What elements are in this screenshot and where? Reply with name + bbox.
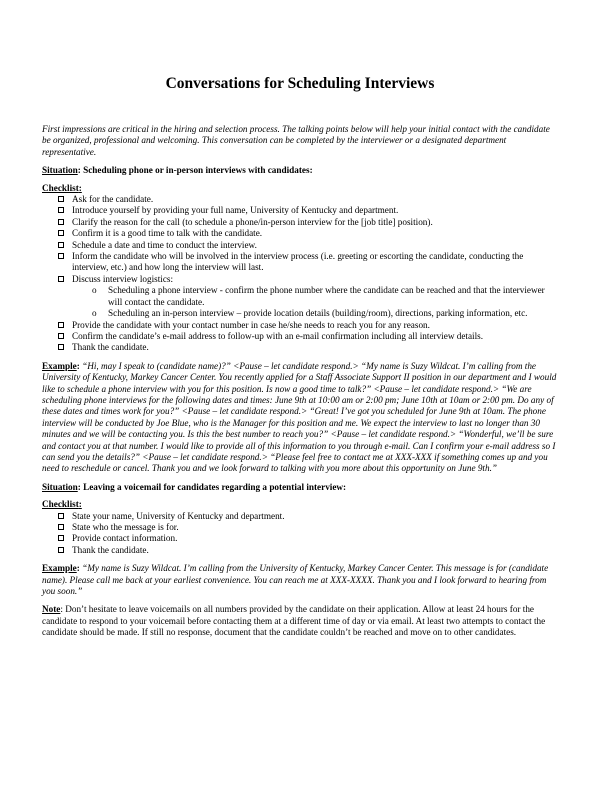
item-text: Thank the candidate. [72, 342, 149, 353]
item-text: State who the message is for. [72, 522, 179, 532]
situation-heading-2 [42, 482, 558, 493]
list-item [42, 217, 558, 228]
checklist-label: Checklist [42, 182, 79, 193]
checkbox-icon [58, 524, 64, 530]
checklist-label: Checklist [42, 499, 79, 510]
list-item [42, 320, 558, 331]
item-text: Thank the candidate. [72, 544, 149, 555]
sub-list-item [72, 285, 558, 308]
checkbox-icon [58, 219, 64, 225]
checkbox-icon [58, 322, 64, 328]
list-item [42, 228, 558, 239]
list-item [42, 240, 558, 251]
situation-text: : Scheduling phone or in-person interviews with candidates: [77, 165, 313, 176]
example-1: Example: “Hi, may I speak to (candidate name)?” <Pause – let candidate respond.> “My name is Suzy Wildcat. I’m calling from the University of Kentucky, Markey Cancer Center. You recently applied for a Staff Associate Support II position in our department and I would like to schedule a phone interview with you for this position. Is now a good time to talk?” <Pause – let candidate respond.> “We are scheduling phone interviews for the following dates and times: June 9th at 10:00 am or 2:00 pm; June 10th at 10am or 2:00 pm. Do any of these dates and times work for you?” <Pause – let candidate respond.> “Great! I’ve got you scheduled for June 9th at 10am. The phone interview will be conducted by Joe Blue, who is the Manager for this position and me. We expect the interview to last no longer than 30 minutes and we will be contacting you. Is this the best number to reach you?” <Pause – let candidate respond.> “Wonderful, we’ll be sure and contact you at that number. I would like to provide all of this information to you through e-mail. Can I confirm your e-mail address so I can send you the details?” <Pause – let candidate respond.> “Please feel free to contact me at XXX-XXX if something comes up and you need to reschedule or cancel. Thank you and we look forward to talking with you more about this opportunity on June 9th.” [42, 360, 557, 474]
situation-label: Situation [42, 165, 78, 176]
page-title: Conversations for Scheduling Interviews [165, 75, 435, 92]
list-item [42, 511, 558, 522]
item-text: Confirm it is a good time to talk with the candidate. [72, 228, 263, 239]
example-text: “My name is Suzy Wildcat. I’m calling from the University of Kentucky, Markey Cancer Center. This message is for (candidate name). Please call me back at your earliest convenience. You can reach me at XXX-XXXX. Thank you and I look forward to hearing from you soon.” [42, 563, 549, 597]
list-item [42, 545, 558, 556]
list-item [42, 251, 558, 274]
situation-text: : Leaving a voicemail for candidates regarding a potential interview: [77, 481, 347, 492]
intro-paragraph: First impressions are critical in the hiring and selection process. The talking points below will help your initial contact with the candidate be organized, professional and welcoming. This conversation can be completed by the interviewer or a designated department representative. [42, 124, 550, 157]
note-paragraph [42, 604, 558, 638]
sub-list-item [72, 308, 558, 319]
item-text: Inform the candidate who will be involved in the interview process (i.e. greeting or escorting the candidate, conducting the interview, etc.) and how long the interview will last. [72, 251, 524, 273]
checkbox-icon [58, 242, 64, 248]
list-item [42, 274, 558, 320]
list-item [42, 522, 558, 533]
checkbox-icon [58, 333, 64, 339]
list-item [42, 194, 558, 205]
checklist-2 [42, 511, 558, 557]
checkbox-icon [58, 196, 64, 202]
checkbox-icon [58, 535, 64, 541]
checkbox-icon [58, 547, 64, 553]
item-text: Provide contact information. [72, 533, 178, 544]
example-label: Example [42, 563, 77, 574]
document-body [42, 124, 558, 639]
item-text: Discuss interview logistics: [72, 273, 174, 284]
item-text: Scheduling a phone interview - confirm the phone number where the candidate can be reached and that the interviewer will contact the candidate. [108, 285, 545, 307]
example-label: Example [42, 360, 77, 371]
checkbox-icon [58, 253, 64, 259]
checkbox-icon [58, 276, 64, 282]
example-text: “Hi, may I speak to (candidate name)?” <Pause – let candidate respond.> “My name is Suzy Wildcat. I’m calling from the University of Kentucky, Markey Cancer Center. You recently applied for a Staff Associate Support II position in our department and I would like to schedule a phone interview with you for this position. Is now a good time to talk?” <Pause – let candidate respond.> “We are scheduling phone interviews for the following dates and times: June 9th at 10:00 am or 2:00 pm; June 10th at 10am or 2:00 pm. Do any of these dates and times work for you?” <Pause – let candidate respond.> “Great! I’ve got you scheduled for June 9th at 10am. The phone interview will be conducted by Joe Blue, who is the Manager for this position and me. We expect the interview to last no longer than 30 minutes and we will be contacting you. Is this the best number to reach you?” <Pause – let candidate respond.> “Wonderful, we’ll be sure and contact you at that number. I would like to provide all of this information to you through e-mail. Can I confirm your e-mail address so I can send you the details?” <Pause – let candidate respond.> “Please feel free to contact me at XXX-XXX if something comes up and you need to reschedule or cancel. Thank you and we look forward to talking with you more about this opportunity on June 9th.” [42, 360, 557, 474]
checkbox-icon [58, 513, 64, 519]
note-label: Note [42, 604, 61, 615]
list-item [42, 331, 558, 342]
bullet-o-icon: o [92, 285, 97, 296]
item-text: Clarify the reason for the call (to schedule a phone/in-person interview for the [job title] position). [72, 216, 433, 227]
list-item [42, 205, 558, 216]
item-text: State your name, University of Kentucky and department. [72, 510, 285, 521]
checklist-1 [42, 194, 558, 354]
note-text: : Don’t hesitate to leave voicemails on all numbers provided by the candidate on their application. Allow at least 24 hours for the candidate to respond to your voicemail before contacting them at a different time of day or via email. At least two attempts to contact the candidate should be made. If still no response, document that the candidate couldn’t be reached and move on to other candidates. [42, 604, 546, 638]
item-text: Provide the candidate with your contact number in case he/she needs to reach you for any reason. [72, 319, 430, 330]
checkbox-icon [58, 207, 64, 213]
bullet-o-icon: o [92, 308, 97, 319]
item-text: Confirm the candidate’s e-mail address to follow-up with an e-mail confirmation including all interview details. [72, 330, 484, 341]
situation-heading-1 [42, 165, 558, 176]
checkbox-icon [58, 344, 64, 350]
list-item [42, 342, 558, 353]
item-text: Introduce yourself by providing your full name, University of Kentucky and department. [72, 205, 399, 216]
item-text: Schedule a date and time to conduct the interview. [72, 239, 257, 250]
checkbox-icon [58, 230, 64, 236]
checklist-heading-2: Checklist: [42, 499, 82, 510]
item-text: Ask for the candidate. [72, 194, 154, 205]
sub-list [72, 285, 558, 319]
situation-label: Situation [42, 481, 78, 492]
item-text: Scheduling an in-person interview – provide location details (building/room), directions, parking information, etc. [108, 308, 528, 319]
example-2: Example: “My name is Suzy Wildcat. I’m calling from the University of Kentucky, Markey Cancer Center. This message is for (candidate name). Please call me back at your earliest convenience. You can reach me at XXX-XXXX. Thank you and I look forward to hearing from you soon.” [42, 563, 549, 597]
checklist-heading-1: Checklist: [42, 182, 82, 193]
list-item [42, 533, 558, 544]
